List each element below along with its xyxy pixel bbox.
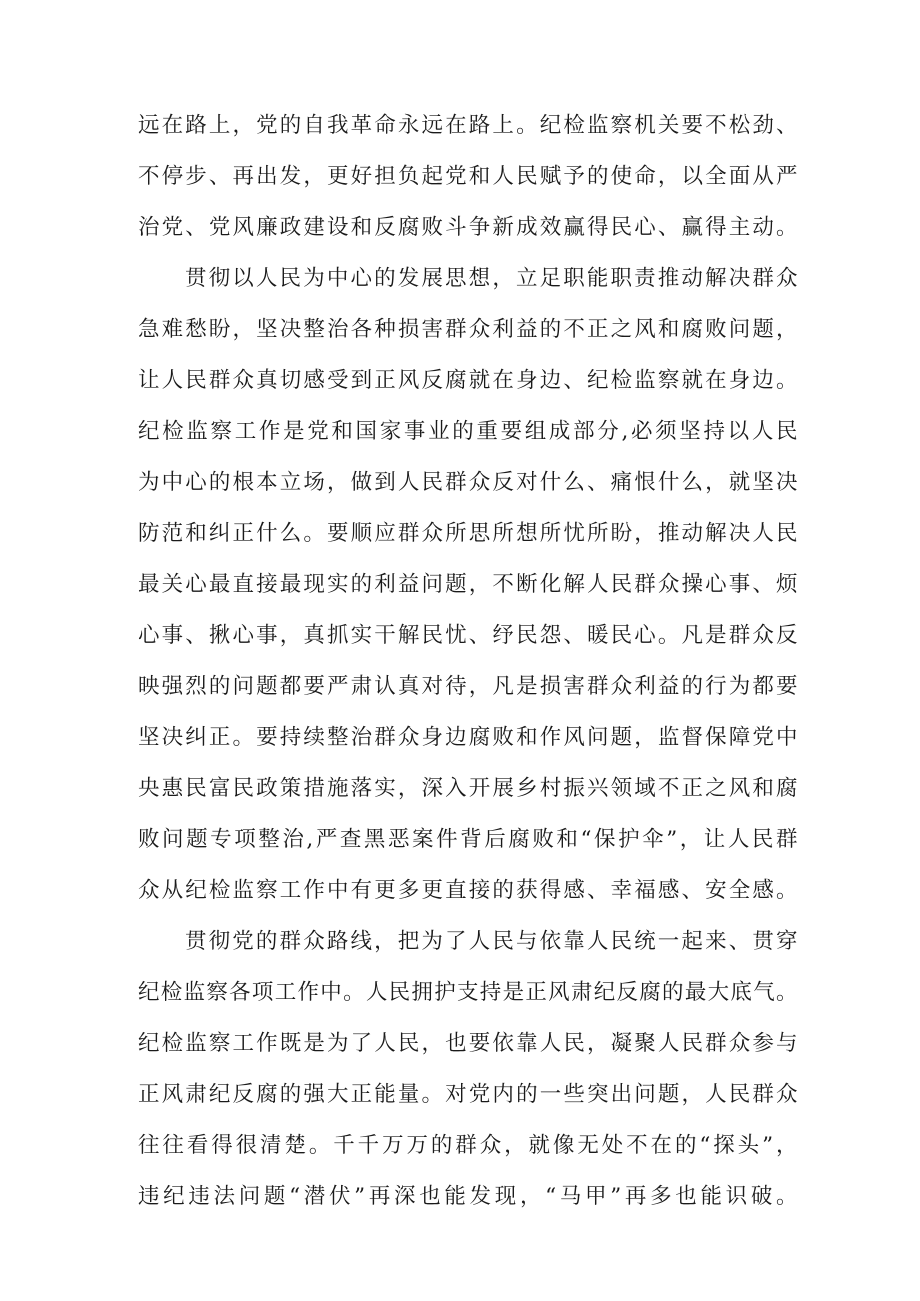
- text-line: 纪检监察各项工作中。人民拥护支持是正风肃纪反腐的最大底气。: [138, 980, 798, 1005]
- text-line: 为中心的根本立场，做到人民群众反对什么、痛恨什么，就坚决: [138, 470, 798, 495]
- text-line: 央惠民富民政策措施落实，深入开展乡村振兴领域不正之风和腐: [138, 776, 798, 801]
- text-line: 不停步、再出发，更好担负起党和人民赋予的使命，以全面从严: [138, 164, 798, 189]
- paragraph-start-line: 贯彻以人民为中心的发展思想，立足职能职责推动解决群众: [185, 266, 798, 291]
- text-line: 纪检监察工作既是为了人民，也要依靠人民，凝聚人民群众参与: [138, 1031, 798, 1056]
- text-line: 心事、揪心事，真抓实干解民忧、纾民怨、暖民心。凡是群众反: [138, 623, 798, 648]
- text-line: 败问题专项整治,严查黑恶案件背后腐败和“保护伞”，让人民群: [138, 827, 798, 852]
- text-line: 映强烈的问题都要严肃认真对待，凡是损害群众利益的行为都要: [138, 674, 798, 699]
- text-line: 治党、党风廉政建设和反腐败斗争新成效赢得民心、赢得主动。: [138, 215, 798, 240]
- text-line: 往往看得很清楚。千千万万的群众，就像无处不在的“探头”，: [138, 1133, 798, 1158]
- text-line: 最关心最直接最现实的利益问题，不断化解人民群众操心事、烦: [138, 572, 798, 597]
- text-line: 让人民群众真切感受到正风反腐就在身边、纪检监察就在身边。: [138, 368, 798, 393]
- text-line: 正风肃纪反腐的强大正能量。对党内的一些突出问题，人民群众: [138, 1082, 798, 1107]
- text-line: 众从纪检监察工作中有更多更直接的获得感、幸福感、安全感。: [138, 878, 798, 903]
- text-line: 坚决纠正。要持续整治群众身边腐败和作风问题，监督保障党中: [138, 725, 798, 750]
- text-line: 防范和纠正什么。要顺应群众所思所想所忧所盼，推动解决人民: [138, 521, 798, 546]
- paragraph-start-line: 贯彻党的群众路线，把为了人民与依靠人民统一起来、贯穿: [185, 929, 798, 954]
- text-line: 纪检监察工作是党和国家事业的重要组成部分,必须坚持以人民: [138, 419, 798, 444]
- text-line: 急难愁盼，坚决整治各种损害群众利益的不正之风和腐败问题，: [138, 317, 798, 342]
- text-line: 远在路上，党的自我革命永远在路上。纪检监察机关要不松劲、: [138, 113, 798, 138]
- text-line: 违纪违法问题“潜伏”再深也能发现，“马甲”再多也能识破。: [138, 1184, 798, 1209]
